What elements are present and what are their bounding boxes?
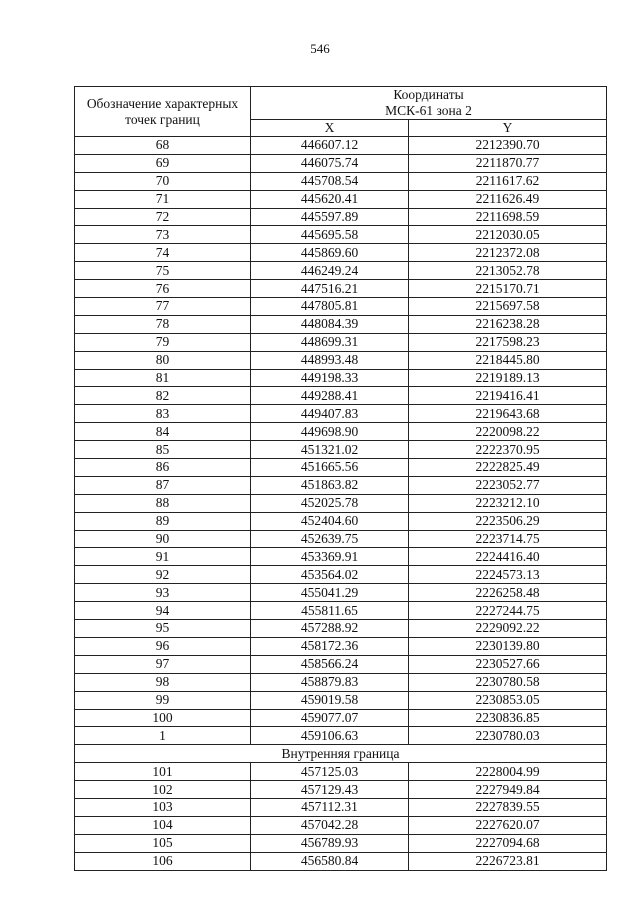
x-cell: 459019.58 <box>251 691 409 709</box>
y-cell: 2212372.08 <box>409 244 607 262</box>
x-cell: 452404.60 <box>251 512 409 530</box>
y-cell: 2212030.05 <box>409 226 607 244</box>
x-cell: 449198.33 <box>251 369 409 387</box>
header-coordinates-line2: МСК-61 зона 2 <box>385 103 472 118</box>
y-cell: 2230527.66 <box>409 655 607 673</box>
x-cell: 445869.60 <box>251 244 409 262</box>
x-cell: 449698.90 <box>251 423 409 441</box>
y-cell: 2215697.58 <box>409 298 607 316</box>
x-cell: 445695.58 <box>251 226 409 244</box>
table-row <box>75 262 607 280</box>
header-point-line1: Обозначение характерных <box>86 95 239 111</box>
y-cell: 2218445.80 <box>409 351 607 369</box>
table-row <box>75 190 607 208</box>
y-cell: 2219416.41 <box>409 387 607 405</box>
header-coordinates-line1: Координаты <box>393 87 464 102</box>
table-row <box>75 459 607 477</box>
x-cell: 448993.48 <box>251 351 409 369</box>
y-cell: 2222370.95 <box>409 441 607 459</box>
table-row <box>75 476 607 494</box>
point-cell: 87 <box>75 476 251 494</box>
x-cell: 446249.24 <box>251 262 409 280</box>
x-cell: 457129.43 <box>251 781 409 799</box>
table-row <box>75 763 607 781</box>
point-cell: 77 <box>75 298 251 316</box>
x-cell: 446075.74 <box>251 154 409 172</box>
point-cell: 85 <box>75 441 251 459</box>
point-cell: 79 <box>75 333 251 351</box>
x-cell: 449407.83 <box>251 405 409 423</box>
table-row <box>75 620 607 638</box>
x-cell: 451321.02 <box>251 441 409 459</box>
x-cell: 448084.39 <box>251 315 409 333</box>
header-y: Y <box>409 120 607 137</box>
point-cell: 105 <box>75 834 251 852</box>
x-cell: 452639.75 <box>251 530 409 548</box>
table-row <box>75 423 607 441</box>
y-cell: 2228004.99 <box>409 763 607 781</box>
header-x: X <box>251 120 409 137</box>
table-row <box>75 208 607 226</box>
page-number: 546 <box>310 41 330 56</box>
table-row <box>75 781 607 799</box>
table-row <box>75 244 607 262</box>
table-row <box>75 351 607 369</box>
y-cell: 2224416.40 <box>409 548 607 566</box>
table-row <box>75 691 607 709</box>
point-cell: 76 <box>75 280 251 298</box>
y-cell: 2223052.77 <box>409 476 607 494</box>
table-row <box>75 333 607 351</box>
y-cell: 2230780.58 <box>409 673 607 691</box>
y-cell: 2229092.22 <box>409 620 607 638</box>
table-row <box>75 512 607 530</box>
table-row <box>75 137 607 155</box>
point-cell: 96 <box>75 637 251 655</box>
point-cell: 82 <box>75 387 251 405</box>
y-cell: 2226258.48 <box>409 584 607 602</box>
x-cell: 447805.81 <box>251 298 409 316</box>
point-cell: 98 <box>75 673 251 691</box>
table-row <box>75 530 607 548</box>
x-cell: 445620.41 <box>251 190 409 208</box>
x-cell: 453369.91 <box>251 548 409 566</box>
point-cell: 75 <box>75 262 251 280</box>
table-row <box>75 441 607 459</box>
point-cell: 106 <box>75 852 251 870</box>
x-cell: 451665.56 <box>251 459 409 477</box>
y-cell: 2230780.03 <box>409 727 607 745</box>
x-cell: 455041.29 <box>251 584 409 602</box>
table-row <box>75 834 607 852</box>
header-point-designation <box>75 87 251 137</box>
point-cell: 100 <box>75 709 251 727</box>
y-cell: 2217598.23 <box>409 333 607 351</box>
y-cell: 2230836.85 <box>409 709 607 727</box>
point-cell: 93 <box>75 584 251 602</box>
y-cell: 2211870.77 <box>409 154 607 172</box>
y-cell: 2215170.71 <box>409 280 607 298</box>
inner-boundary-rows <box>75 763 607 870</box>
inner-boundary-label: Внутренняя граница <box>75 745 607 763</box>
y-cell: 2227839.55 <box>409 798 607 816</box>
point-cell: 1 <box>75 727 251 745</box>
table-row <box>75 816 607 834</box>
point-cell: 84 <box>75 423 251 441</box>
point-cell: 78 <box>75 315 251 333</box>
coordinates-table <box>74 86 607 871</box>
y-cell: 2227620.07 <box>409 816 607 834</box>
table-row <box>75 548 607 566</box>
point-cell: 70 <box>75 172 251 190</box>
point-cell: 72 <box>75 208 251 226</box>
point-cell: 69 <box>75 154 251 172</box>
y-cell: 2223714.75 <box>409 530 607 548</box>
x-cell: 453564.02 <box>251 566 409 584</box>
point-cell: 90 <box>75 530 251 548</box>
point-cell: 102 <box>75 781 251 799</box>
point-cell: 101 <box>75 763 251 781</box>
outer-boundary-rows <box>75 137 607 745</box>
table-row <box>75 154 607 172</box>
point-cell: 71 <box>75 190 251 208</box>
table-row <box>75 387 607 405</box>
point-cell: 83 <box>75 405 251 423</box>
x-cell: 455811.65 <box>251 602 409 620</box>
x-cell: 452025.78 <box>251 494 409 512</box>
table-row <box>75 298 607 316</box>
section-row <box>75 745 607 763</box>
point-cell: 103 <box>75 798 251 816</box>
point-cell: 99 <box>75 691 251 709</box>
x-cell: 457112.31 <box>251 798 409 816</box>
x-cell: 445597.89 <box>251 208 409 226</box>
table-row <box>75 584 607 602</box>
header-point-line2: точек границ <box>125 111 200 127</box>
x-cell: 457042.28 <box>251 816 409 834</box>
point-cell: 91 <box>75 548 251 566</box>
y-cell: 2211626.49 <box>409 190 607 208</box>
y-cell: 2224573.13 <box>409 566 607 584</box>
point-cell: 88 <box>75 494 251 512</box>
table-row <box>75 673 607 691</box>
x-cell: 445708.54 <box>251 172 409 190</box>
y-cell: 2216238.28 <box>409 315 607 333</box>
y-cell: 2223212.10 <box>409 494 607 512</box>
table-row <box>75 280 607 298</box>
point-cell: 92 <box>75 566 251 584</box>
x-cell: 446607.12 <box>251 137 409 155</box>
x-cell: 456789.93 <box>251 834 409 852</box>
table-row <box>75 637 607 655</box>
x-cell: 449288.41 <box>251 387 409 405</box>
y-cell: 2227094.68 <box>409 834 607 852</box>
table-row <box>75 602 607 620</box>
table-row <box>75 172 607 190</box>
y-cell: 2220098.22 <box>409 423 607 441</box>
x-cell: 448699.31 <box>251 333 409 351</box>
x-cell: 456580.84 <box>251 852 409 870</box>
point-cell: 104 <box>75 816 251 834</box>
table-row <box>75 315 607 333</box>
y-cell: 2219189.13 <box>409 369 607 387</box>
table-row <box>75 709 607 727</box>
table-row <box>75 494 607 512</box>
table-row <box>75 727 607 745</box>
point-cell: 68 <box>75 137 251 155</box>
point-cell: 74 <box>75 244 251 262</box>
y-cell: 2222825.49 <box>409 459 607 477</box>
x-cell: 447516.21 <box>251 280 409 298</box>
table-header <box>75 87 607 137</box>
y-cell: 2219643.68 <box>409 405 607 423</box>
y-cell: 2227244.75 <box>409 602 607 620</box>
point-cell: 97 <box>75 655 251 673</box>
x-cell: 458566.24 <box>251 655 409 673</box>
point-cell: 73 <box>75 226 251 244</box>
y-cell: 2212390.70 <box>409 137 607 155</box>
point-cell: 89 <box>75 512 251 530</box>
inner-section <box>75 745 607 763</box>
x-cell: 457125.03 <box>251 763 409 781</box>
header-coordinates <box>251 87 607 120</box>
table-row <box>75 405 607 423</box>
x-cell: 457288.92 <box>251 620 409 638</box>
table-row <box>75 226 607 244</box>
table-row <box>75 798 607 816</box>
table-row <box>75 566 607 584</box>
x-cell: 451863.82 <box>251 476 409 494</box>
y-cell: 2211698.59 <box>409 208 607 226</box>
y-cell: 2223506.29 <box>409 512 607 530</box>
y-cell: 2227949.84 <box>409 781 607 799</box>
x-cell: 458879.83 <box>251 673 409 691</box>
y-cell: 2213052.78 <box>409 262 607 280</box>
y-cell: 2230139.80 <box>409 637 607 655</box>
point-cell: 81 <box>75 369 251 387</box>
y-cell: 2211617.62 <box>409 172 607 190</box>
y-cell: 2226723.81 <box>409 852 607 870</box>
x-cell: 459106.63 <box>251 727 409 745</box>
table-row <box>75 655 607 673</box>
x-cell: 459077.07 <box>251 709 409 727</box>
point-cell: 86 <box>75 459 251 477</box>
table-row <box>75 369 607 387</box>
point-cell: 94 <box>75 602 251 620</box>
table-row <box>75 852 607 870</box>
x-cell: 458172.36 <box>251 637 409 655</box>
y-cell: 2230853.05 <box>409 691 607 709</box>
point-cell: 80 <box>75 351 251 369</box>
point-cell: 95 <box>75 620 251 638</box>
